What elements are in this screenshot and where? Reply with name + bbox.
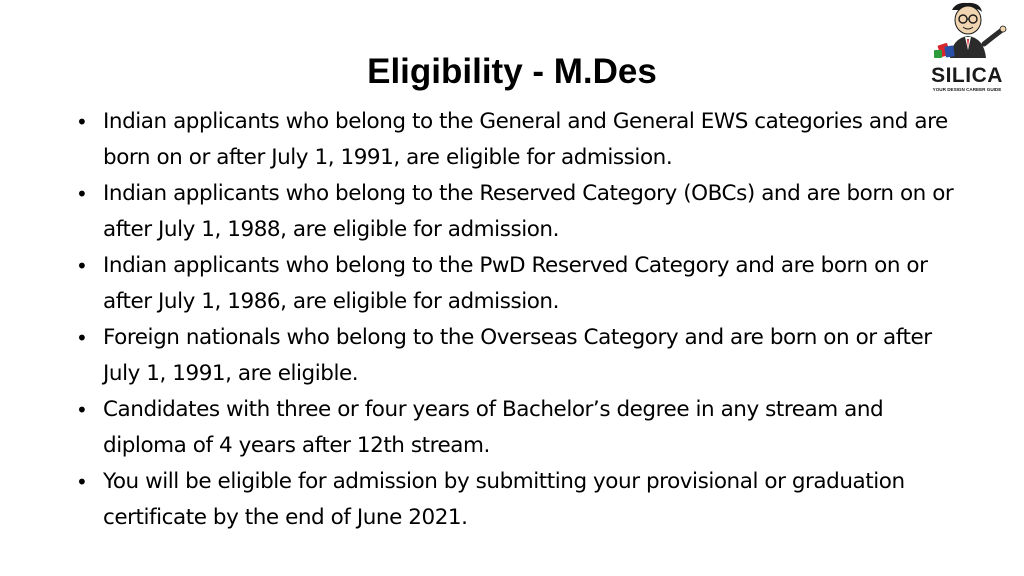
logo-tagline: YOUR DESIGN CAREER GUIDE (932, 87, 1002, 92)
bullet-dot-icon: • (76, 398, 88, 422)
bullet-text: Foreign nationals who belong to the Overseas Category and are born on or after July 1, 1991, are eligible. (103, 325, 932, 386)
bullet-item (76, 464, 956, 536)
logo-wordmark: SILICA (931, 64, 1003, 87)
bullet-dot-icon: • (76, 470, 88, 494)
bullet-dot-icon: • (76, 326, 88, 350)
slide-title: Eligibility - M.Des (367, 52, 657, 91)
bullet-text: Indian applicants who belong to the Reserved Category (OBCs) and are born on or after July 1, 1988, are eligible for admission. (103, 181, 954, 242)
bullet-text: Indian applicants who belong to the PwD Reserved Category and are born on or after July 1, 1986, are eligible for admission. (103, 253, 928, 314)
bullet-item (76, 104, 956, 176)
bullet-text: Candidates with three or four years of Bachelor’s degree in any stream and diploma of 4 years after 12th stream. (103, 397, 884, 458)
bullet-text: Indian applicants who belong to the General and General EWS categories and are born on or after July 1, 1991, are eligible for admission. (103, 109, 948, 170)
bullet-dot-icon: • (76, 110, 88, 134)
bullet-text: You will be eligible for admission by submitting your provisional or graduation certificate by the end of June 2021. (103, 469, 905, 530)
bullet-dot-icon: • (76, 254, 88, 278)
bullet-dot-icon: • (76, 182, 88, 206)
bullet-item (76, 176, 956, 248)
bullet-item (76, 248, 956, 320)
eligibility-bullet-list (76, 104, 956, 536)
cartoon-mascot-icon (934, 3, 1006, 58)
bullet-item (76, 320, 956, 392)
bullet-item (76, 392, 956, 464)
silica-logo (922, 0, 1012, 94)
